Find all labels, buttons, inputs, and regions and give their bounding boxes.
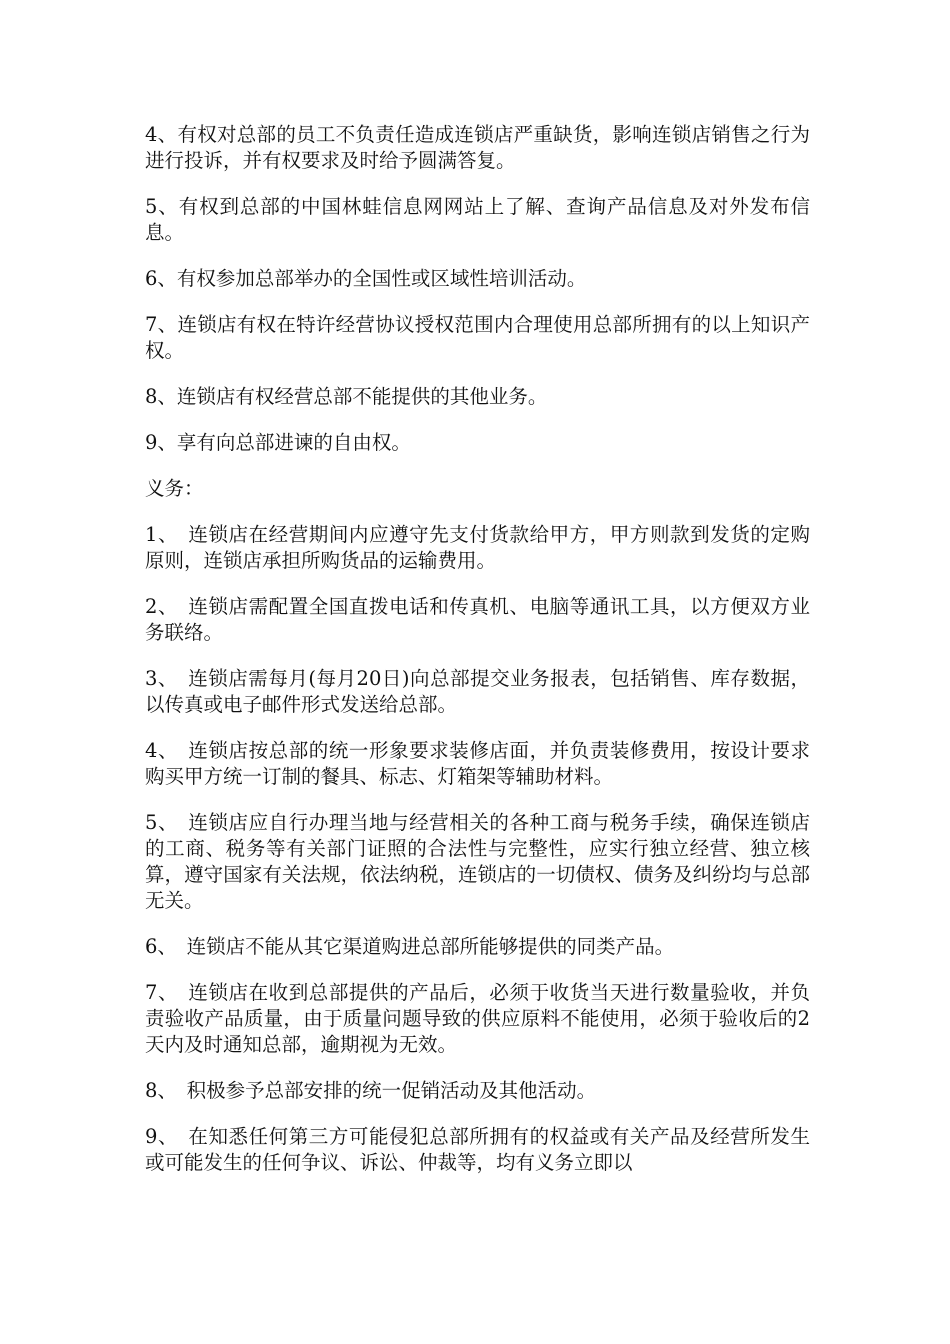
obligation-item-4: 4、 连锁店按总部的统一形象要求装修店面，并负责装修费用，按设计要求购买甲方统一订制的餐具、标志、灯箱架等辅助材料。: [145, 739, 810, 788]
obligation-item-3: 3、 连锁店需每月(每月20日)向总部提交业务报表，包括销售、库存数据，以传真或电子邮件形式发送给总部。: [145, 667, 810, 716]
obligation-item-1: 1、 连锁店在经营期间内应遵守先支付货款给甲方，甲方则款到发货的定购原则，连锁店承担所购货品的运输费用。: [145, 523, 810, 572]
rights-item-7: 7、连锁店有权在特许经营协议授权范围内合理使用总部所拥有的以上知识产权。: [145, 313, 810, 362]
document-body: [145, 122, 810, 1196]
obligation-item-2: 2、 连锁店需配置全国直拨电话和传真机、电脑等通讯工具，以方便双方业务联络。: [145, 595, 810, 644]
obligation-item-8: 8、 积极参予总部安排的统一促销活动及其他活动。: [145, 1079, 597, 1102]
rights-item-8: 8、连锁店有权经营总部不能提供的其他业务。: [145, 385, 548, 408]
obligation-item-7: 7、 连锁店在收到总部提供的产品后，必须于收货当天进行数量验收，并负责验收产品质量，由于质量问题导致的供应原料不能使用，必须于验收后的2天内及时通知总部，逾期视为无效。: [145, 981, 810, 1056]
obligation-item-5: 5、 连锁店应自行办理当地与经营相关的各种工商与税务手续，确保连锁店的工商、税务等有关部门证照的合法性与完整性，应实行独立经营、独立核算，遵守国家有关法规，依法纳税，连锁店的一切债权、债务及纠纷均与总部无关。: [145, 811, 810, 912]
obligations-heading: 义务：: [145, 477, 204, 500]
rights-item-4: 4、有权对总部的员工不负责任造成连锁店严重缺货，影响连锁店销售之行为进行投诉，并有权要求及时给予圆满答复。: [145, 123, 810, 172]
rights-item-6: 6、有权参加总部举办的全国性或区域性培训活动。: [145, 267, 587, 290]
rights-item-5: 5、有权到总部的中国林蛙信息网网站上了解、查询产品信息及对外发布信息。: [145, 195, 810, 244]
obligation-item-9: 9、 在知悉任何第三方可能侵犯总部所拥有的权益或有关产品及经营所发生或可能发生的任何争议、诉讼、仲裁等，均有义务立即以: [145, 1125, 810, 1174]
rights-item-9: 9、享有向总部进谏的自由权。: [145, 431, 411, 454]
obligation-item-6: 6、 连锁店不能从其它渠道购进总部所能够提供的同类产品。: [145, 935, 675, 958]
